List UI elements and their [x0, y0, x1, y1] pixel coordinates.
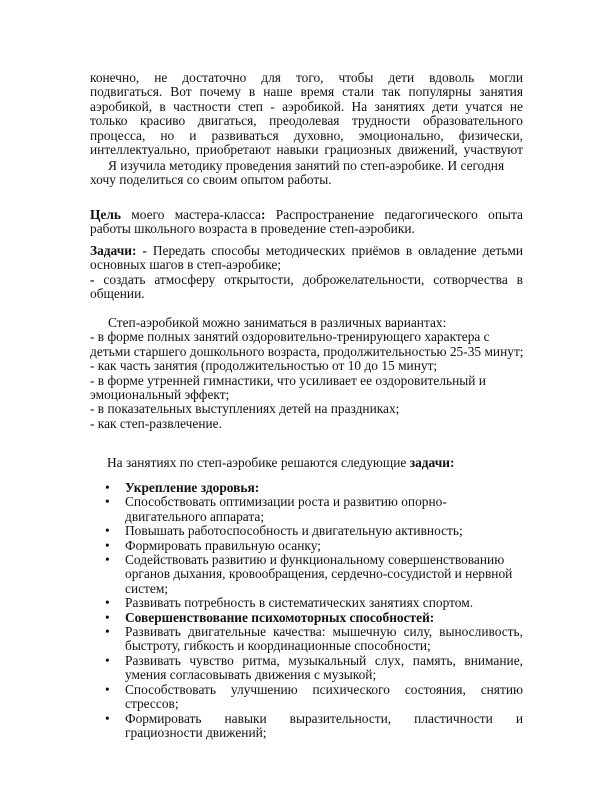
variant-item: - как часть занятия (продолжительностью от 10 до 15 минут;	[90, 358, 438, 374]
list-item-text: Развивать двигательные качества: мышечную силу, выносливость, быстроту, гибкость и координационные способности;	[125, 624, 523, 654]
variants-intro: Степ-аэробикой можно заниматься в различных вариантах:	[108, 315, 447, 330]
list-item-text: Формировать навыки выразительности, пластичности и грациозности движений;	[125, 710, 523, 740]
list-item	[90, 683, 523, 712]
task-text: создать атмосферу открытости, доброжелательности, сотворчества в общении.	[90, 271, 523, 302]
group-title: Укрепление здоровья:	[125, 480, 260, 495]
task-dash: -	[136, 243, 147, 258]
list-item	[90, 596, 523, 610]
bullet-icon: •	[105, 652, 110, 668]
task-text: Передать способы методических приёмов в овладение детьми основных шагов в степ-аэробике;	[90, 243, 524, 273]
list-item	[90, 524, 523, 538]
bullet-icon: •	[105, 537, 110, 553]
bullet-icon: •	[105, 494, 110, 510]
variant-item: - в показательных выступлениях детей на праздниках;	[90, 401, 400, 417]
goal-colon: :	[261, 207, 266, 222]
list-item-text: Повышать работоспособность и двигательную активность;	[125, 523, 463, 539]
list-item	[90, 611, 523, 625]
variant-item: - как степ-развлечение.	[90, 415, 222, 431]
objectives-intro-text: На занятиях по степ-аэробике решаются следующие	[107, 455, 410, 470]
task-item	[90, 244, 523, 273]
methodology-paragraph: Я изучила методику проведения занятий по степ-аэробике. И сегодня хочу поделиться со своим опытом работы.	[90, 158, 505, 188]
list-item-text: Развивать потребность в систематических занятиях спортом.	[125, 595, 474, 611]
group-title: Совершенствование психомоторных способностей:	[125, 609, 435, 625]
intro-line: интеллектуально, приобретают навыки грациозных движений, участвуют	[90, 142, 523, 157]
bullet-icon: •	[105, 609, 110, 625]
list-item-text: Развивать чувство ритма, музыкальный слух, память, внимание, умения согласовывать движения с музыкой;	[125, 652, 523, 683]
variants-block	[90, 316, 530, 431]
list-item	[90, 495, 523, 524]
intro-line: только красиво двигаться, преодолевая трудности образовательного	[90, 113, 523, 129]
objectives-list	[90, 481, 523, 740]
goal-text: Распространение педагогического опыта работы школьного возраста в проведение степ-аэробики.	[90, 207, 523, 237]
bullet-icon: •	[105, 523, 110, 539]
list-item	[90, 712, 523, 741]
intro-line: аэробикой, в частности степ - аэробикой. На занятиях дети учатся не	[90, 98, 523, 114]
variant-item: - в форме утренней гимнастики, что усиливает ее оздоровительный и эмоциональный эффект;	[90, 372, 486, 403]
goal-label: Цель	[90, 207, 121, 222]
list-item-text: Формировать правильную осанку;	[125, 537, 321, 553]
goal-label-rest: моего мастера-класса	[120, 207, 262, 222]
task-dash: -	[90, 271, 95, 287]
intro-line: процесса, но и развиваться духовно, эмоционально, физически,	[90, 127, 523, 143]
variant-item: - в форме полных занятий оздоровительно-тренирующего характера с детьми старшего дошкольного возраста, продолжительностью 25-35 минут;	[90, 329, 524, 359]
objectives-intro	[107, 456, 540, 470]
list-item-text: Способствовать улучшению психического состояния, снятию стрессов;	[125, 681, 523, 712]
list-item	[90, 625, 523, 654]
intro-line: конечно, не достаточно для того, чтобы дети вдоволь могли	[90, 71, 523, 85]
list-item	[90, 654, 523, 683]
tasks-label: Задачи:	[90, 243, 137, 258]
tasks-block	[90, 244, 523, 302]
bullet-icon: •	[105, 710, 110, 726]
list-item-text: Способствовать оптимизации роста и развитию опорно-двигательного аппарата;	[125, 494, 447, 524]
bullet-icon: •	[105, 480, 110, 495]
list-item	[90, 539, 523, 553]
intro-line: подвигаться. Вот почему в наше время стали так популярны занятия	[90, 84, 523, 100]
list-item-text: Содействовать развитию и функциональному совершенствованию органов дыхания, кровообращения, сердечно-сосудистой и нервной систем;	[125, 552, 513, 596]
list-item	[90, 481, 523, 495]
bullet-icon: •	[105, 595, 110, 611]
bullet-icon: •	[105, 552, 110, 568]
task-item	[90, 273, 523, 302]
bullet-icon: •	[105, 624, 110, 640]
objectives-intro-bold: задачи:	[409, 455, 455, 470]
intro-paragraph	[90, 71, 523, 157]
bullet-icon: •	[105, 681, 110, 697]
list-item	[90, 553, 523, 596]
goal-paragraph	[90, 208, 523, 237]
